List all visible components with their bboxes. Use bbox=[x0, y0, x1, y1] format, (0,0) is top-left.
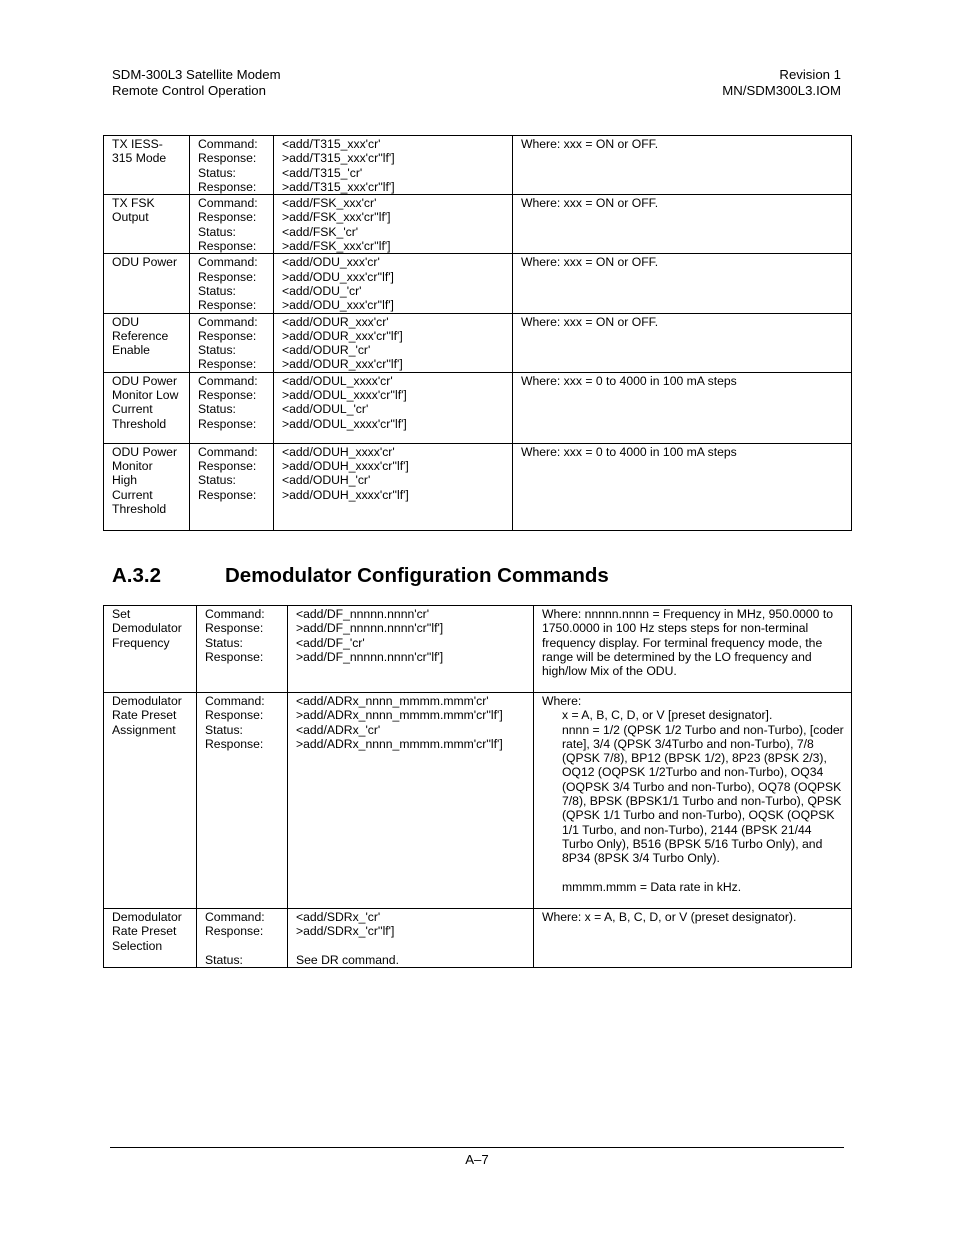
section-number: A.3.2 bbox=[112, 564, 161, 587]
revision-label: Revision 1 bbox=[779, 67, 841, 82]
parameter-name: Demodulator Rate Preset Selection bbox=[104, 909, 197, 968]
command-description: Where: xxx = ON or OFF. bbox=[513, 313, 852, 372]
command-description: Where: x = A, B, C, D, or V (preset designator). bbox=[534, 909, 852, 968]
section-heading bbox=[112, 563, 609, 589]
command-syntax: <add/FSK_xxx'cr' >add/FSK_xxx'cr''lf'] <add/FSK_'cr' >add/FSK_xxx'cr''lf'] bbox=[274, 195, 513, 254]
parameter-name: Demodulator Rate Preset Assignment bbox=[104, 693, 197, 909]
message-types: Command: Response: Status: Response: bbox=[190, 195, 274, 254]
command-description: Where: xxx = 0 to 4000 in 100 mA steps bbox=[513, 372, 852, 443]
command-description: Where: xxx = ON or OFF. bbox=[513, 195, 852, 254]
message-types: Command: Response: Status: Response: bbox=[190, 443, 274, 530]
parameter-name: Set Demodulator Frequency bbox=[104, 606, 197, 693]
transmit-commands-table bbox=[103, 135, 852, 531]
table-row bbox=[104, 443, 852, 530]
demodulator-commands-table bbox=[103, 605, 852, 968]
parameter-name: ODU Power Monitor High Current Threshold bbox=[104, 443, 190, 530]
running-header-left bbox=[112, 67, 281, 99]
parameter-name: ODU Power bbox=[104, 254, 190, 313]
command-syntax: <add/ODUR_xxx'cr' >add/ODUR_xxx'cr''lf'] <add/ODUR_'cr' >add/ODUR_xxx'cr''lf'] bbox=[274, 313, 513, 372]
running-header-right bbox=[722, 67, 841, 99]
message-types: Command: Response: Status: Response: bbox=[190, 136, 274, 195]
table-row bbox=[104, 254, 852, 313]
document-subtitle: Remote Control Operation bbox=[112, 83, 266, 98]
parameter-name: TX FSK Output bbox=[104, 195, 190, 254]
table-row bbox=[104, 372, 852, 443]
command-syntax: <add/ODUL_xxxx'cr' >add/ODUL_xxxx'cr''lf'] <add/ODUL_'cr' >add/ODUL_xxxx'cr''lf'] bbox=[274, 372, 513, 443]
command-description bbox=[534, 693, 852, 909]
message-types: Command: Response: Status: bbox=[197, 909, 288, 968]
page-number: A–7 bbox=[465, 1152, 489, 1167]
command-description: Where: nnnnn.nnnn = Frequency in MHz, 950.0000 to 1750.0000 in 100 Hz steps steps for non-terminal frequency display. For terminal frequency mode, the range will be determined by the LO frequency and high/low Mix of the ODU. bbox=[534, 606, 852, 693]
command-description: Where: xxx = 0 to 4000 in 100 mA steps bbox=[513, 443, 852, 530]
table-row bbox=[104, 313, 852, 372]
message-types: Command: Response: Status: Response: bbox=[190, 254, 274, 313]
document-title: SDM-300L3 Satellite Modem bbox=[112, 67, 281, 82]
message-types: Command: Response: Status: Response: bbox=[197, 606, 288, 693]
message-types: Command: Response: Status: Response: bbox=[190, 313, 274, 372]
section-title: Demodulator Configuration Commands bbox=[225, 564, 609, 587]
footer-rule bbox=[110, 1147, 844, 1148]
command-syntax: <add/T315_xxx'cr' >add/T315_xxx'cr''lf'] <add/T315_'cr' >add/T315_xxx'cr''lf'] bbox=[274, 136, 513, 195]
message-types: Command: Response: Status: Response: bbox=[190, 372, 274, 443]
coder-rate-note: nnnn = 1/2 (QPSK 1/2 Turbo and non-Turbo), [coder rate], 3/4 (QPSK 3/4Turbo and non-Turbo), 7/8 (QPSK 7/8), BP12 (BPSK 1/2), 8P23 (8PSK 2/3), OQ12 (OQPSK 1/2Turbo and non-Turbo), OQ34 (OQPSK 3/4 Turbo and non-Turbo), OQ78 (OQPSK 7/8), BPSK (BPSK1/1 Turbo and non-Turbo), QPSK (QPSK 1/1 Turbo and non-Turbo), OQSK (OQPSK 1/1 Turbo, and non-Turbo), 2144 (BPSK 21/44 Turbo Only), B516 (BPSK 5/16 Turbo Only), and 8P34 (8PSK 3/4 Turbo Only). bbox=[562, 722, 844, 866]
message-types: Command: Response: Status: Response: bbox=[197, 693, 288, 909]
table-row bbox=[104, 195, 852, 254]
description-heading: Where: bbox=[542, 694, 582, 708]
table-row bbox=[104, 693, 852, 909]
command-syntax: <add/ODU_xxx'cr' >add/ODU_xxx'cr''lf'] <add/ODU_'cr' >add/ODU_xxx'cr''lf'] bbox=[274, 254, 513, 313]
table-row bbox=[104, 136, 852, 195]
command-syntax: <add/DF_nnnnn.nnnn'cr' >add/DF_nnnnn.nnnn'cr''lf'] <add/DF_'cr' >add/DF_nnnnn.nnnn'cr''lf'] bbox=[288, 606, 534, 693]
command-syntax: <add/ADRx_nnnn_mmmm.mmm'cr' >add/ADRx_nnnn_mmmm.mmm'cr''lf'] <add/ADRx_'cr' >add/ADRx_nnnn_mmmm.mmm'cr''lf'] bbox=[288, 693, 534, 909]
parameter-name: TX IESS- 315 Mode bbox=[104, 136, 190, 195]
command-syntax: <add/ODUH_xxxx'cr' >add/ODUH_xxxx'cr''lf'] <add/ODUH_'cr' >add/ODUH_xxxx'cr''lf'] bbox=[274, 443, 513, 530]
parameter-name: ODU Reference Enable bbox=[104, 313, 190, 372]
command-description: Where: xxx = ON or OFF. bbox=[513, 254, 852, 313]
command-description: Where: xxx = ON or OFF. bbox=[513, 136, 852, 195]
data-rate-note: mmmm.mmm = Data rate in kHz. bbox=[562, 879, 742, 894]
table-row bbox=[104, 606, 852, 693]
document-number: MN/SDM300L3.IOM bbox=[722, 83, 841, 98]
preset-designator-note: x = A, B, C, D, or V [preset designator]. bbox=[562, 708, 773, 723]
table-row bbox=[104, 909, 852, 968]
command-syntax: <add/SDRx_'cr' >add/SDRx_'cr''lf'] See DR command. bbox=[288, 909, 534, 968]
parameter-name: ODU Power Monitor Low Current Threshold bbox=[104, 372, 190, 443]
